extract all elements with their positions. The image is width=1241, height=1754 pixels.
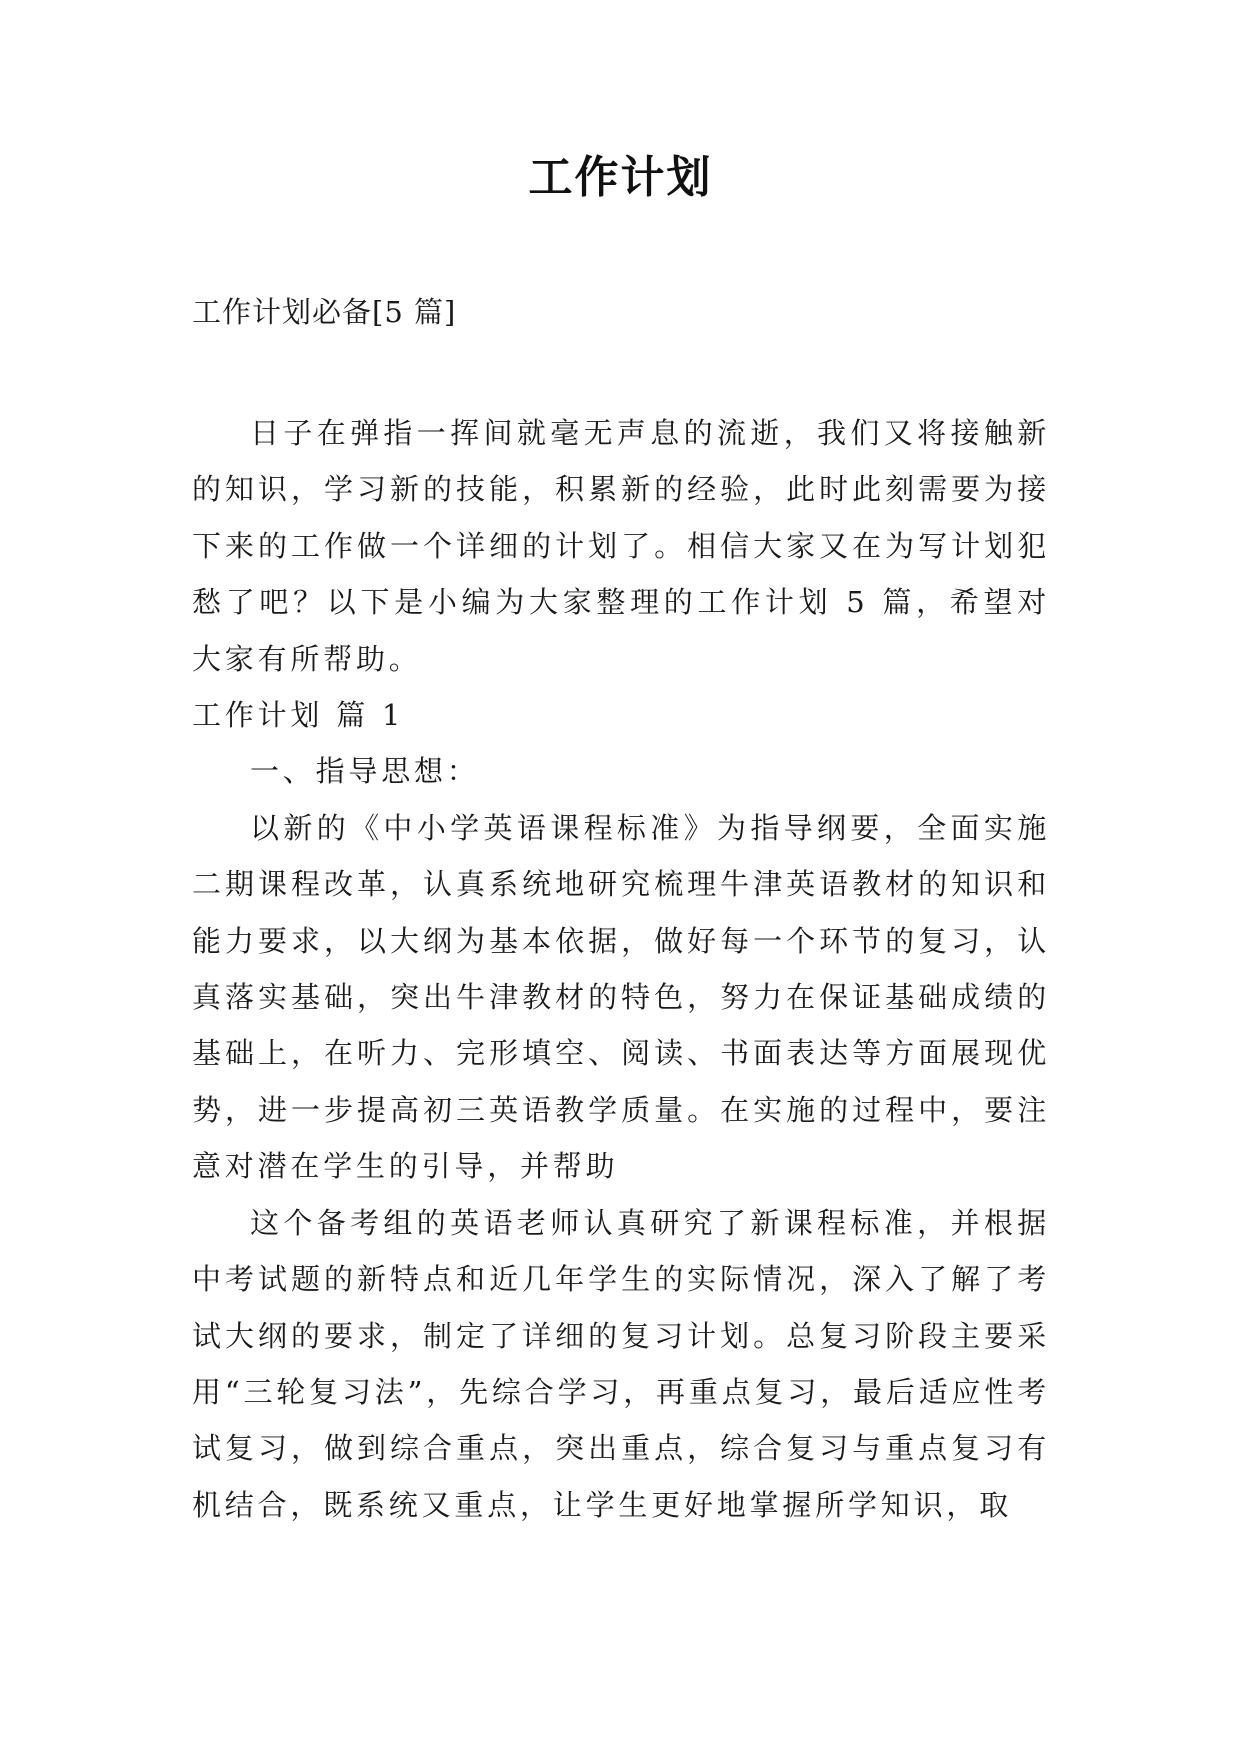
review-plan-paragraph: 这个备考组的英语老师认真研究了新课程标准，并根据中考试题的新特点和近几年学生的实际情况，深入了解了考试大纲的要求，制定了详细的复习计划。总复习阶段主要采用“三轮复习法”，先综合学习，再重点复习，最后适应性考试复习，做到综合重点，突出重点，综合复习与重点复习有机结合，既系统又重点，让学生更好地掌握所学知识，取 [192,1205,1050,1522]
document-title: 工作计划 [528,152,713,203]
section-heading: 一、指导思想： [250,754,480,789]
guiding-ideology-paragraph: 以新的《中小学英语课程标准》为指导纲要，全面实施二期课程改革，认真系统地研究梳理牛津英语教材的知识和能力要求，以大纲为基本依据，做好每一个环节的复习，认真落实基础，突出牛津教材的特色，努力在保证基础成绩的基础上，在听力、完形填空、阅读、书面表达等方面展现优势，进一步提高初三英语教学质量。在实施的过程中，要注意对潜在学生的引导，并帮助 [192,810,1050,1184]
intro-paragraph: 日子在弹指一挥间就毫无声息的流逝，我们又将接触新的知识，学习新的技能，积累新的经验，此时此刻需要为接下来的工作做一个详细的计划了。相信大家又在为写计划犯愁了吧？以下是小编为大家整理的工作计划 5 篇，希望对大家有所帮助。 [192,416,1050,676]
document-body [192,405,1050,1533]
section-title: 工作计划 篇 1 [192,698,405,733]
document-subtitle: 工作计划必备[5 篇] [192,295,457,329]
